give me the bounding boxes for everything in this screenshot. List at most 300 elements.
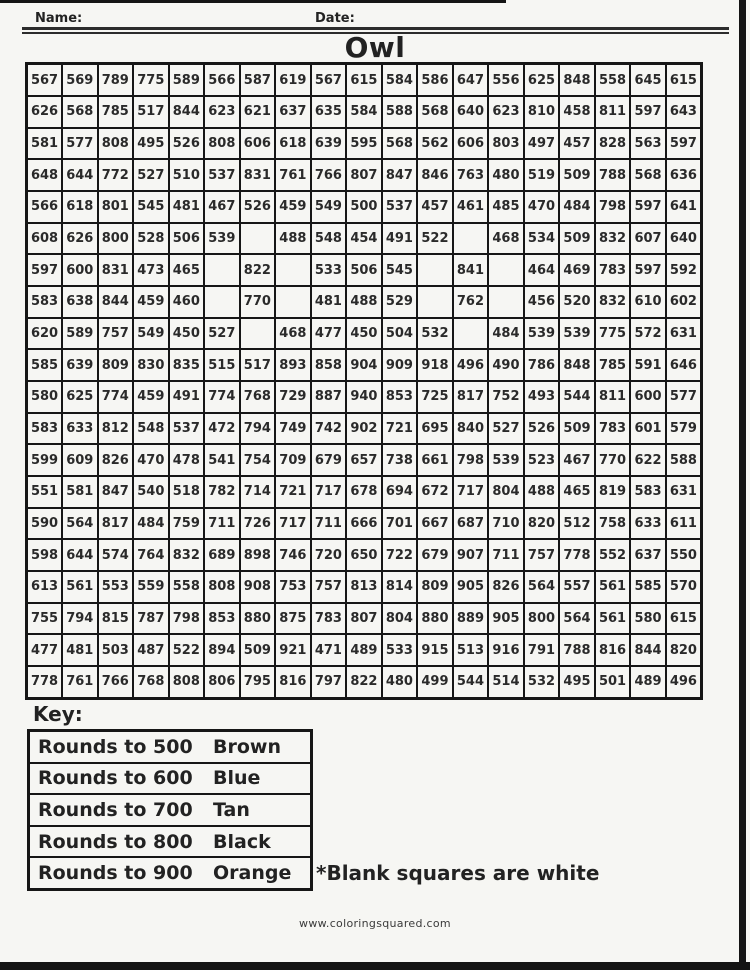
grid-cell: 481 bbox=[62, 634, 98, 666]
grid-cell: 637 bbox=[275, 96, 311, 128]
grid-cell: 615 bbox=[666, 603, 702, 635]
grid-cell: 626 bbox=[62, 223, 98, 255]
grid-cell: 589 bbox=[62, 318, 98, 350]
grid-cell: 905 bbox=[488, 603, 524, 635]
grid-cell: 689 bbox=[204, 539, 240, 571]
grid-cell: 600 bbox=[62, 254, 98, 286]
grid-cell: 602 bbox=[666, 286, 702, 318]
grid-cell: 567 bbox=[27, 64, 63, 97]
grid-cell: 831 bbox=[98, 254, 134, 286]
grid-cell: 579 bbox=[666, 413, 702, 445]
grid-cell: 577 bbox=[62, 128, 98, 160]
grid-cell: 650 bbox=[346, 539, 382, 571]
grid-cell: 488 bbox=[524, 476, 560, 508]
grid-cell: 832 bbox=[595, 223, 631, 255]
grid-cell: 679 bbox=[417, 539, 453, 571]
grid-cell: 551 bbox=[27, 476, 63, 508]
grid-cell: 889 bbox=[453, 603, 489, 635]
grid-cell: 470 bbox=[133, 444, 169, 476]
grid-cell: 754 bbox=[240, 444, 276, 476]
key-color-name: Black bbox=[213, 830, 271, 853]
grid-cell: 622 bbox=[630, 444, 666, 476]
key-rule: Rounds to 800 bbox=[38, 830, 193, 853]
grid-cell: 694 bbox=[382, 476, 418, 508]
grid-cell: 788 bbox=[559, 634, 595, 666]
grid-cell: 770 bbox=[240, 286, 276, 318]
grid-row bbox=[27, 191, 702, 223]
grid-cell: 509 bbox=[240, 634, 276, 666]
grid-cell: 770 bbox=[595, 444, 631, 476]
grid-cell: 667 bbox=[417, 508, 453, 540]
grid-cell: 568 bbox=[417, 96, 453, 128]
grid-cell: 640 bbox=[666, 223, 702, 255]
grid-cell: 564 bbox=[524, 571, 560, 603]
grid-cell: 548 bbox=[133, 413, 169, 445]
grid-cell: 496 bbox=[666, 666, 702, 699]
grid-cell: 480 bbox=[488, 159, 524, 191]
grid-cell: 533 bbox=[382, 634, 418, 666]
grid-cell: 774 bbox=[204, 381, 240, 413]
grid-cell: 840 bbox=[453, 413, 489, 445]
grid-cell: 556 bbox=[488, 64, 524, 97]
key-row bbox=[29, 826, 312, 858]
grid-cell: 742 bbox=[311, 413, 347, 445]
grid-cell: 609 bbox=[62, 444, 98, 476]
grid-cell: 815 bbox=[98, 603, 134, 635]
grid-cell: 615 bbox=[346, 64, 382, 97]
page-title: Owl bbox=[344, 31, 406, 64]
grid-cell: 887 bbox=[311, 381, 347, 413]
grid-cell: 783 bbox=[595, 254, 631, 286]
grid-cell: 621 bbox=[240, 96, 276, 128]
grid-cell: 591 bbox=[630, 349, 666, 381]
grid-cell: 858 bbox=[311, 349, 347, 381]
grid-cell: 587 bbox=[240, 64, 276, 97]
date-label: Date: bbox=[315, 11, 355, 26]
grid-cell: 527 bbox=[133, 159, 169, 191]
grid-cell: 584 bbox=[382, 64, 418, 97]
grid-cell: 644 bbox=[62, 539, 98, 571]
grid-cell: 597 bbox=[666, 128, 702, 160]
grid-cell: 501 bbox=[595, 666, 631, 699]
grid-cell: 826 bbox=[488, 571, 524, 603]
grid-cell: 639 bbox=[62, 349, 98, 381]
grid-cell: 522 bbox=[169, 634, 205, 666]
grid-cell: 918 bbox=[417, 349, 453, 381]
grid-cell: 639 bbox=[311, 128, 347, 160]
grid-row bbox=[27, 603, 702, 635]
grid-cell: 528 bbox=[133, 223, 169, 255]
grid-cell: 460 bbox=[169, 286, 205, 318]
grid-cell: 534 bbox=[524, 223, 560, 255]
grid-cell: 495 bbox=[559, 666, 595, 699]
grid-cell: 717 bbox=[453, 476, 489, 508]
grid-cell: 607 bbox=[630, 223, 666, 255]
grid-cell: 853 bbox=[204, 603, 240, 635]
grid-cell: 711 bbox=[311, 508, 347, 540]
grid-cell: 497 bbox=[524, 128, 560, 160]
grid-cell: 568 bbox=[630, 159, 666, 191]
grid-row bbox=[27, 223, 702, 255]
grid-cell: 672 bbox=[417, 476, 453, 508]
grid-cell: 640 bbox=[453, 96, 489, 128]
grid-cell: 608 bbox=[27, 223, 63, 255]
grid-cell: 459 bbox=[275, 191, 311, 223]
grid-cell: 465 bbox=[559, 476, 595, 508]
grid-cell: 789 bbox=[98, 64, 134, 97]
grid-cell: 611 bbox=[666, 508, 702, 540]
grid-cell: 568 bbox=[62, 96, 98, 128]
grid-cell: 853 bbox=[382, 381, 418, 413]
grid-cell: 940 bbox=[346, 381, 382, 413]
grid-cell: 641 bbox=[666, 191, 702, 223]
grid-cell: 467 bbox=[559, 444, 595, 476]
grid-cell: 473 bbox=[133, 254, 169, 286]
grid-cell: 484 bbox=[559, 191, 595, 223]
grid-cell: 618 bbox=[62, 191, 98, 223]
grid-row bbox=[27, 539, 702, 571]
grid-cell-blank bbox=[275, 254, 311, 286]
grid-cell: 759 bbox=[169, 508, 205, 540]
grid-cell: 480 bbox=[382, 666, 418, 699]
grid-cell: 537 bbox=[204, 159, 240, 191]
grid-cell: 820 bbox=[524, 508, 560, 540]
grid-cell: 795 bbox=[240, 666, 276, 699]
grid-cell: 746 bbox=[275, 539, 311, 571]
grid-row bbox=[27, 64, 702, 97]
grid-cell: 637 bbox=[630, 539, 666, 571]
grid-cell: 549 bbox=[133, 318, 169, 350]
key-cell bbox=[29, 826, 312, 858]
grid-cell: 835 bbox=[169, 349, 205, 381]
grid-cell: 764 bbox=[133, 539, 169, 571]
grid-cell: 532 bbox=[417, 318, 453, 350]
grid-cell: 800 bbox=[98, 223, 134, 255]
grid-cell: 826 bbox=[98, 444, 134, 476]
grid-cell: 816 bbox=[595, 634, 631, 666]
key-rule: Rounds to 600 bbox=[38, 767, 193, 790]
grid-cell: 545 bbox=[382, 254, 418, 286]
grid-row bbox=[27, 413, 702, 445]
grid-cell: 758 bbox=[595, 508, 631, 540]
grid-cell: 794 bbox=[240, 413, 276, 445]
grid-cell: 592 bbox=[666, 254, 702, 286]
grid-cell: 559 bbox=[133, 571, 169, 603]
grid-cell: 709 bbox=[275, 444, 311, 476]
grid-cell: 580 bbox=[27, 381, 63, 413]
grid-cell: 598 bbox=[27, 539, 63, 571]
grid-cell: 526 bbox=[524, 413, 560, 445]
grid-cell: 904 bbox=[346, 349, 382, 381]
grid-cell: 490 bbox=[488, 349, 524, 381]
grid-cell: 495 bbox=[133, 128, 169, 160]
grid-cell: 752 bbox=[488, 381, 524, 413]
grid-cell: 467 bbox=[204, 191, 240, 223]
grid-cell: 631 bbox=[666, 318, 702, 350]
grid-cell: 512 bbox=[559, 508, 595, 540]
key-rule: Rounds to 500 bbox=[38, 735, 193, 758]
grid-cell: 597 bbox=[630, 254, 666, 286]
key-color-name: Brown bbox=[213, 735, 281, 758]
grid-cell: 574 bbox=[98, 539, 134, 571]
grid-cell: 623 bbox=[204, 96, 240, 128]
grid-cell: 794 bbox=[62, 603, 98, 635]
grid-cell: 687 bbox=[453, 508, 489, 540]
grid-cell: 631 bbox=[666, 476, 702, 508]
grid-cell: 509 bbox=[559, 223, 595, 255]
grid-cell: 791 bbox=[524, 634, 560, 666]
grid-cell: 807 bbox=[346, 159, 382, 191]
grid-cell: 812 bbox=[98, 413, 134, 445]
grid-cell: 552 bbox=[595, 539, 631, 571]
key-cell bbox=[29, 763, 312, 795]
grid-cell: 520 bbox=[559, 286, 595, 318]
grid-cell: 597 bbox=[630, 96, 666, 128]
grid-cell: 537 bbox=[169, 413, 205, 445]
grid-cell: 644 bbox=[62, 159, 98, 191]
grid-cell: 648 bbox=[27, 159, 63, 191]
grid-cell: 646 bbox=[666, 349, 702, 381]
grid-cell: 588 bbox=[382, 96, 418, 128]
grid-cell: 581 bbox=[27, 128, 63, 160]
grid-cell: 519 bbox=[524, 159, 560, 191]
grid-cell: 808 bbox=[204, 571, 240, 603]
grid-cell: 550 bbox=[666, 539, 702, 571]
grid-cell: 540 bbox=[133, 476, 169, 508]
grid-cell: 468 bbox=[488, 223, 524, 255]
grid-cell: 489 bbox=[346, 634, 382, 666]
grid-cell: 819 bbox=[595, 476, 631, 508]
grid-cell: 517 bbox=[240, 349, 276, 381]
grid-cell: 738 bbox=[382, 444, 418, 476]
grid-cell: 785 bbox=[98, 96, 134, 128]
grid-row bbox=[27, 96, 702, 128]
grid-cell: 880 bbox=[417, 603, 453, 635]
grid-cell: 583 bbox=[27, 413, 63, 445]
grid-cell: 804 bbox=[488, 476, 524, 508]
grid-row bbox=[27, 508, 702, 540]
grid-cell: 645 bbox=[630, 64, 666, 97]
grid-cell: 491 bbox=[382, 223, 418, 255]
grid-cell: 768 bbox=[133, 666, 169, 699]
grid-cell: 491 bbox=[169, 381, 205, 413]
grid-cell: 757 bbox=[524, 539, 560, 571]
grid-cell-blank bbox=[417, 286, 453, 318]
grid-cell: 820 bbox=[666, 634, 702, 666]
grid-cell: 484 bbox=[133, 508, 169, 540]
grid-cell: 907 bbox=[453, 539, 489, 571]
grid-row bbox=[27, 666, 702, 699]
grid-cell: 470 bbox=[524, 191, 560, 223]
grid-cell: 606 bbox=[453, 128, 489, 160]
grid-cell: 721 bbox=[275, 476, 311, 508]
grid-cell: 597 bbox=[630, 191, 666, 223]
grid-cell: 515 bbox=[204, 349, 240, 381]
grid-cell: 657 bbox=[346, 444, 382, 476]
grid-cell: 623 bbox=[488, 96, 524, 128]
grid-cell: 487 bbox=[133, 634, 169, 666]
grid-cell: 828 bbox=[595, 128, 631, 160]
grid-cell: 569 bbox=[62, 64, 98, 97]
grid-cell: 597 bbox=[27, 254, 63, 286]
grid-cell: 601 bbox=[630, 413, 666, 445]
grid-cell: 558 bbox=[595, 64, 631, 97]
key-rule: Rounds to 900 bbox=[38, 862, 193, 885]
grid-cell: 544 bbox=[559, 381, 595, 413]
grid-cell: 558 bbox=[169, 571, 205, 603]
grid-cell: 831 bbox=[240, 159, 276, 191]
grid-cell: 484 bbox=[488, 318, 524, 350]
grid-cell: 905 bbox=[453, 571, 489, 603]
grid-cell-blank bbox=[453, 318, 489, 350]
grid-cell-blank bbox=[453, 223, 489, 255]
grid-cell: 526 bbox=[169, 128, 205, 160]
grid-cell: 817 bbox=[453, 381, 489, 413]
grid-cell: 500 bbox=[346, 191, 382, 223]
grid-cell: 755 bbox=[27, 603, 63, 635]
grid-cell: 753 bbox=[275, 571, 311, 603]
grid-cell: 459 bbox=[133, 381, 169, 413]
grid-row bbox=[27, 444, 702, 476]
grid-cell: 457 bbox=[559, 128, 595, 160]
grid-cell: 619 bbox=[275, 64, 311, 97]
grid-cell: 506 bbox=[169, 223, 205, 255]
grid-cell: 518 bbox=[169, 476, 205, 508]
grid-cell: 600 bbox=[630, 381, 666, 413]
grid-cell: 830 bbox=[133, 349, 169, 381]
grid-cell: 749 bbox=[275, 413, 311, 445]
grid-cell: 625 bbox=[62, 381, 98, 413]
grid-cell-blank bbox=[204, 254, 240, 286]
grid-cell: 488 bbox=[275, 223, 311, 255]
grid-cell: 763 bbox=[453, 159, 489, 191]
grid-cell: 908 bbox=[240, 571, 276, 603]
grid-cell: 803 bbox=[488, 128, 524, 160]
grid-cell: 757 bbox=[311, 571, 347, 603]
grid-cell-blank bbox=[240, 318, 276, 350]
grid-cell: 459 bbox=[133, 286, 169, 318]
grid-cell: 761 bbox=[275, 159, 311, 191]
grid-cell: 846 bbox=[417, 159, 453, 191]
grid-cell: 847 bbox=[98, 476, 134, 508]
grid-cell: 701 bbox=[382, 508, 418, 540]
grid-cell: 768 bbox=[240, 381, 276, 413]
number-grid-body bbox=[27, 64, 702, 699]
grid-cell: 844 bbox=[169, 96, 205, 128]
grid-row bbox=[27, 381, 702, 413]
grid-cell: 589 bbox=[169, 64, 205, 97]
grid-cell: 537 bbox=[382, 191, 418, 223]
grid-cell: 778 bbox=[27, 666, 63, 699]
grid-cell: 457 bbox=[417, 191, 453, 223]
grid-cell: 808 bbox=[204, 128, 240, 160]
grid-cell: 778 bbox=[559, 539, 595, 571]
grid-cell: 633 bbox=[62, 413, 98, 445]
grid-cell: 585 bbox=[27, 349, 63, 381]
grid-cell: 798 bbox=[169, 603, 205, 635]
grid-cell: 527 bbox=[488, 413, 524, 445]
grid-cell: 822 bbox=[240, 254, 276, 286]
grid-cell: 620 bbox=[27, 318, 63, 350]
grid-cell: 898 bbox=[240, 539, 276, 571]
grid-cell: 481 bbox=[169, 191, 205, 223]
grid-cell: 809 bbox=[98, 349, 134, 381]
scan-artifact-bottom bbox=[0, 962, 750, 970]
grid-cell: 832 bbox=[169, 539, 205, 571]
grid-cell: 809 bbox=[417, 571, 453, 603]
grid-cell: 714 bbox=[240, 476, 276, 508]
grid-row bbox=[27, 476, 702, 508]
grid-cell: 808 bbox=[98, 128, 134, 160]
grid-cell: 916 bbox=[488, 634, 524, 666]
grid-cell: 695 bbox=[417, 413, 453, 445]
grid-cell: 666 bbox=[346, 508, 382, 540]
grid-cell: 915 bbox=[417, 634, 453, 666]
grid-cell: 588 bbox=[666, 444, 702, 476]
grid-cell: 529 bbox=[382, 286, 418, 318]
grid-cell: 817 bbox=[98, 508, 134, 540]
grid-cell: 572 bbox=[630, 318, 666, 350]
grid-cell: 563 bbox=[630, 128, 666, 160]
grid-cell: 847 bbox=[382, 159, 418, 191]
grid-cell: 567 bbox=[311, 64, 347, 97]
grid-cell: 504 bbox=[382, 318, 418, 350]
key-rule: Rounds to 700 bbox=[38, 798, 193, 821]
grid-cell: 458 bbox=[559, 96, 595, 128]
grid-cell: 678 bbox=[346, 476, 382, 508]
key-row bbox=[29, 794, 312, 826]
grid-cell: 583 bbox=[630, 476, 666, 508]
grid-cell: 626 bbox=[27, 96, 63, 128]
grid-cell: 661 bbox=[417, 444, 453, 476]
grid-cell: 909 bbox=[382, 349, 418, 381]
grid-cell: 469 bbox=[559, 254, 595, 286]
grid-cell: 503 bbox=[98, 634, 134, 666]
grid-cell: 465 bbox=[169, 254, 205, 286]
scan-artifact-top bbox=[0, 0, 506, 3]
grid-cell: 568 bbox=[382, 128, 418, 160]
grid-cell: 533 bbox=[311, 254, 347, 286]
grid-cell: 450 bbox=[169, 318, 205, 350]
grid-cell: 561 bbox=[595, 571, 631, 603]
grid-cell: 643 bbox=[666, 96, 702, 128]
key-color-name: Blue bbox=[213, 767, 261, 790]
grid-cell: 801 bbox=[98, 191, 134, 223]
key-label: Key: bbox=[33, 702, 83, 726]
grid-cell: 757 bbox=[98, 318, 134, 350]
key-cell bbox=[29, 731, 312, 763]
grid-cell: 481 bbox=[311, 286, 347, 318]
grid-cell: 523 bbox=[524, 444, 560, 476]
key-color-name: Tan bbox=[213, 798, 250, 821]
grid-cell: 544 bbox=[453, 666, 489, 699]
grid-cell: 549 bbox=[311, 191, 347, 223]
key-row bbox=[29, 763, 312, 795]
grid-cell: 561 bbox=[595, 603, 631, 635]
grid-cell: 509 bbox=[559, 413, 595, 445]
grid-cell-blank bbox=[417, 254, 453, 286]
grid-cell: 477 bbox=[27, 634, 63, 666]
grid-cell: 717 bbox=[311, 476, 347, 508]
grid-cell: 468 bbox=[275, 318, 311, 350]
grid-cell: 513 bbox=[453, 634, 489, 666]
grid-cell-blank bbox=[275, 286, 311, 318]
grid-cell: 766 bbox=[311, 159, 347, 191]
grid-cell: 893 bbox=[275, 349, 311, 381]
grid-cell: 720 bbox=[311, 539, 347, 571]
number-grid bbox=[25, 62, 703, 700]
grid-cell: 566 bbox=[204, 64, 240, 97]
